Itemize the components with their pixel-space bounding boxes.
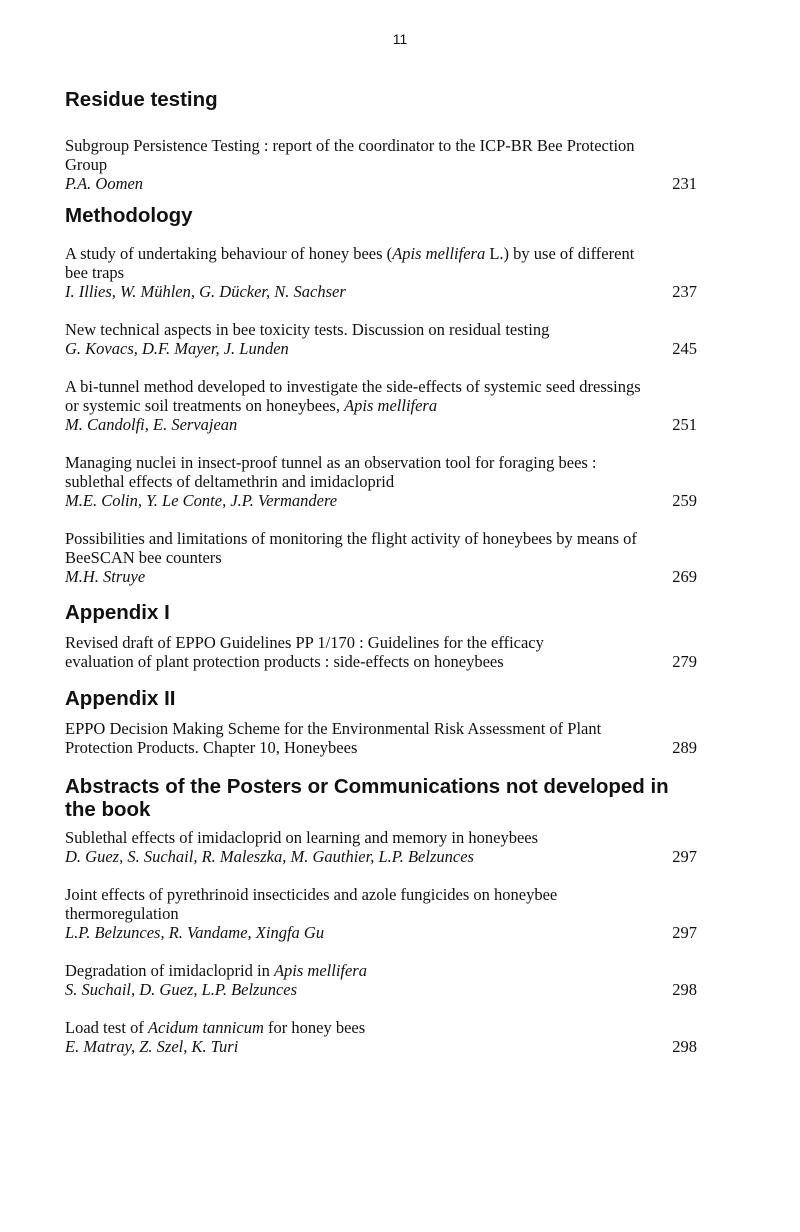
entry-title-line: EPPO Decision Making Scheme for the Environmental Risk Assessment of Plant [65, 719, 602, 738]
toc-entry [65, 136, 697, 193]
entry-authors: M.E. Colin, Y. Le Conte, J.P. Vermandere [65, 491, 338, 510]
table-of-contents [65, 88, 697, 1056]
entry-page: 279 [672, 652, 697, 671]
entry-title: Load test of Acidum tannicum for honey bees [65, 1018, 366, 1037]
entry-authors: M. Candolfi, E. Servajean [65, 415, 238, 434]
entry-page: 259 [672, 491, 697, 510]
entry-last-line [65, 652, 697, 671]
entry-last-line [65, 415, 697, 434]
entry-authors: I. Illies, W. Mühlen, G. Dücker, N. Sachser [65, 282, 346, 301]
entry-title-line: Protection Products. Chapter 10, Honeybees [65, 738, 358, 757]
entry-page: 231 [672, 174, 697, 193]
entry-title: Managing nuclei in insect-proof tunnel as an observation tool for foraging bees : sublethal effects of deltamethrin and imidacloprid [65, 453, 597, 491]
entry-title: Subgroup Persistence Testing : report of the coordinator to the ICP-BR Bee Protection Group [65, 136, 635, 174]
entry-title: Joint effects of pyrethrinoid insecticides and azole fungicides on honeybee thermoregulation [65, 885, 558, 923]
entry-last-line [65, 738, 697, 757]
toc-entry [65, 377, 697, 434]
entry-page: 297 [672, 847, 697, 866]
entry-authors: D. Guez, S. Suchail, R. Maleszka, M. Gauthier, L.P. Belzunces [65, 847, 474, 866]
entry-authors: E. Matray, Z. Szel, K. Turi [65, 1037, 239, 1056]
entry-page: 237 [672, 282, 697, 301]
entry-page: 298 [672, 980, 697, 999]
toc-entry [65, 244, 697, 301]
entry-last-line [65, 567, 697, 586]
entry-last-line [65, 923, 697, 942]
section-heading-methodology: Methodology [65, 204, 193, 227]
entry-last-line [65, 1037, 697, 1056]
entry-authors: G. Kovacs, D.F. Mayer, J. Lunden [65, 339, 289, 358]
entry-title-line: evaluation of plant protection products : side-effects on honeybees [65, 652, 504, 671]
toc-entry [65, 453, 697, 510]
toc-entry [65, 828, 697, 866]
entry-last-line [65, 339, 697, 358]
entry-authors: P.A. Oomen [65, 174, 144, 193]
entry-last-line [65, 282, 697, 301]
entry-last-line [65, 174, 697, 193]
entry-title: Degradation of imidacloprid in Apis mellifera [65, 961, 367, 980]
entry-title: Sublethal effects of imidacloprid on learning and memory in honeybees [65, 828, 539, 847]
entry-last-line [65, 847, 697, 866]
toc-entry [65, 885, 697, 942]
entry-title: New technical aspects in bee toxicity tests. Discussion on residual testing [65, 320, 550, 339]
toc-entry [65, 1018, 697, 1056]
toc-entry [65, 529, 697, 586]
entry-page: 245 [672, 339, 697, 358]
section-heading-abstracts: Abstracts of the Posters or Communications not developed in the book [65, 775, 669, 821]
entry-page: 298 [672, 1037, 697, 1056]
entry-page: 297 [672, 923, 697, 942]
section-heading-residue: Residue testing [65, 88, 218, 111]
entry-title: A bi-tunnel method developed to investigate the side-effects of systemic seed dressings or systemic soil treatments on honeybees, Apis mellifera [65, 377, 641, 415]
entry-authors: S. Suchail, D. Guez, L.P. Belzunces [65, 980, 298, 999]
entry-authors: L.P. Belzunces, R. Vandame, Xingfa Gu [65, 923, 325, 942]
section-heading-appendix-2: Appendix II [65, 687, 176, 710]
toc-entry [65, 320, 697, 358]
entry-title: A study of undertaking behaviour of honey bees (Apis mellifera L.) by use of different bee traps [65, 244, 635, 282]
entry-authors: M.H. Struye [65, 567, 146, 586]
section-heading-appendix-1: Appendix I [65, 601, 170, 624]
page-number: 11 [392, 31, 408, 47]
entry-page: 269 [672, 567, 697, 586]
entry-page: 289 [672, 738, 697, 757]
entry-title: Possibilities and limitations of monitoring the flight activity of honeybees by means of BeeSCAN bee counters [65, 529, 637, 567]
entry-title-line: Revised draft of EPPO Guidelines PP 1/170 : Guidelines for the efficacy [65, 633, 544, 652]
entry-last-line [65, 980, 697, 999]
toc-entry [65, 719, 697, 757]
entry-page: 251 [672, 415, 697, 434]
entry-last-line [65, 491, 697, 510]
toc-entry [65, 961, 697, 999]
toc-entry [65, 633, 697, 671]
